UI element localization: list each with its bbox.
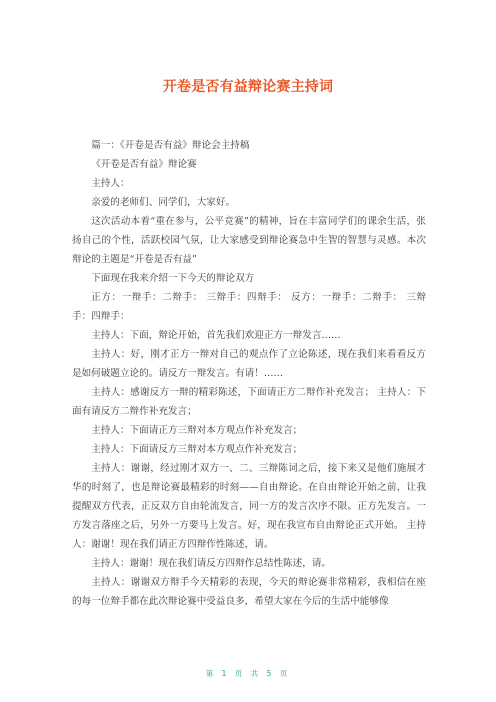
paragraph: 《开卷是否有益》辩论赛 <box>91 159 197 170</box>
paragraph: 主持人：谢谢，经过刚才双方一、二、三辩陈词之后，接下来又是他们施展才华的时刻了，也是辩论赛最精彩的时刻——自由辩论。在自由辩论开始之前，让我提醒双方代表，正反双方自由轮流发言，同一方的发言次序不限。正方先发言。一方发言落座之后，另外一方要马上发言。好，现在我宣布自由辩论正式开始。 主持人：谢谢！现在我们请正方四辩作性陈述，请。 <box>72 463 426 550</box>
paragraph: 正方：一辩手：二辩手： 三辩手：四辩手： 反方：一辩手：二辩手： 三辩手：四辩手： <box>72 292 426 322</box>
paragraph: 主持人：感谢反方一辩的精彩陈述，下面请正方二辩作补充发言； 主持人：下面有请反方二辩作补充发言； <box>72 387 426 417</box>
document-title: 开卷是否有益辩论赛主持词 <box>162 79 334 95</box>
paragraph: 主持人：谢谢双方辩手今天精彩的表现，今天的辩论赛非常精彩，我相信在座的每一位辩手都在此次辩论赛中受益良多，希望大家在今后的生活中能够像 <box>72 577 426 607</box>
paragraph: 主持人：下面请正方三辩对本方观点作补充发言； <box>91 425 303 436</box>
paragraph: 主持人：下面，辩论开始，首先我们欢迎正方一辩发言…… <box>91 330 341 341</box>
paragraph: 主持人：好，刚才正方一辩对自己的观点作了立论陈述，现在我们来看看反方是如何破题立论的。请反方一辩发言。有请！…… <box>72 349 426 379</box>
paragraph: 篇一：《开卷是否有益》辩论会主持稿 <box>91 140 250 151</box>
paragraph: 主持人：谢谢！现在我们请反方四辩作总结性陈述，请。 <box>91 558 332 569</box>
paragraph: 主持人： <box>91 178 130 189</box>
paragraph: 亲爱的老师们、同学们，大家好。 <box>91 197 236 208</box>
page-number-footer: 第 1 页 共 5 页 <box>205 669 291 678</box>
document-body <box>72 136 426 611</box>
paragraph: 下面现在我来介绍一下今天的辩论双方 <box>91 273 255 284</box>
paragraph: 主持人：下面请反方三辩对本方观点作补充发言； <box>91 444 303 455</box>
paragraph: 这次活动本着“重在参与，公平竞赛”的精神，旨在丰富同学们的课余生活，张扬自己的个性，活跃校园气氛，让大家感受到辩论赛急中生智的智慧与灵感。本次辩论的主题是“开卷是否有益” <box>72 216 426 265</box>
